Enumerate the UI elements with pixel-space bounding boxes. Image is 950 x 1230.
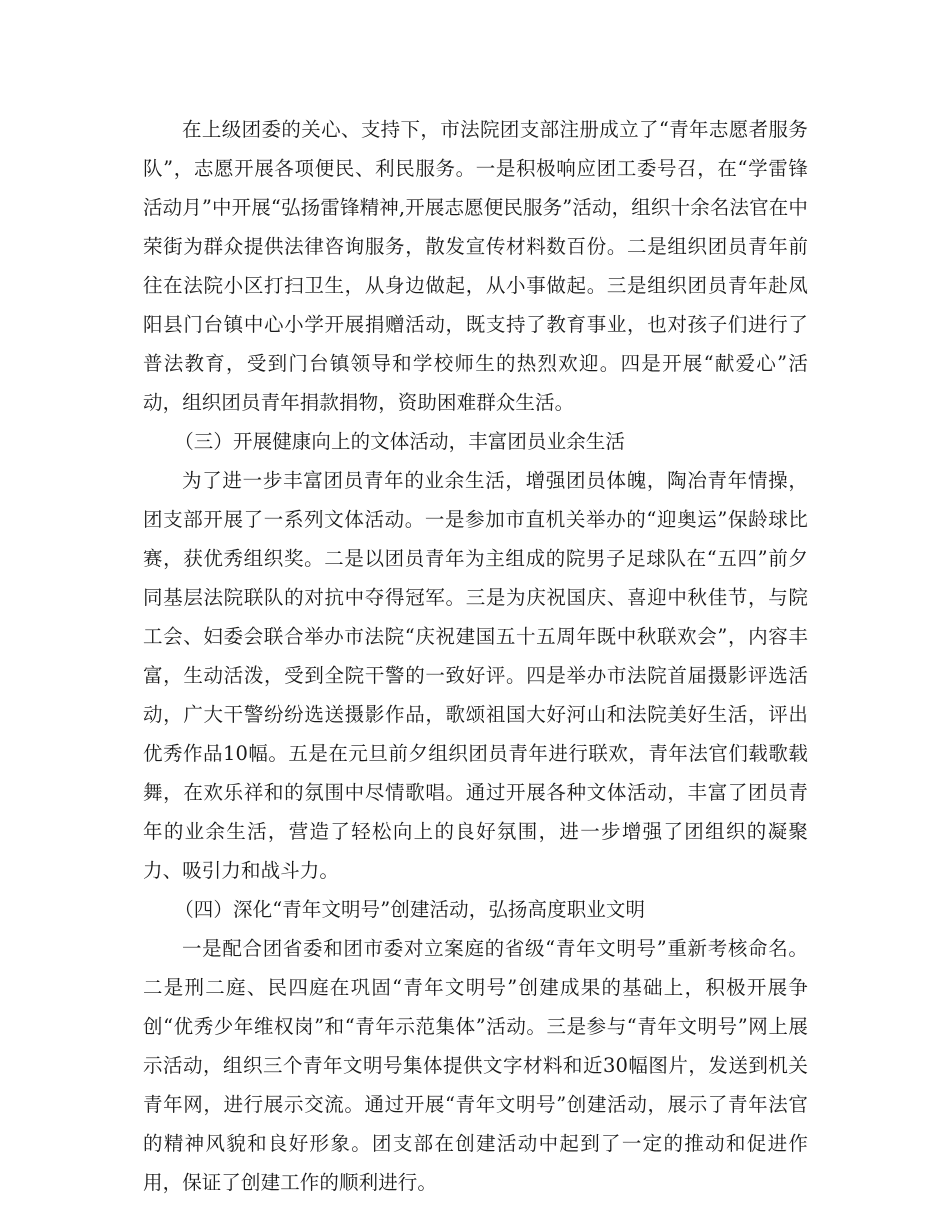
paragraph-youth-civilization: 一是配合团省委和团市委对立案庭的省级“青年文明号”重新考核命名。二是刑二庭、民四庭在巩固“青年文明号”创建成果的基础上，积极开展争创“优秀少年维权岗”和“青年示范集体”活动。三是参与“青年文明号”网上展示活动，组织三个青年文明号集体提供文字材料和近30幅图片，发送到机关青年网，进行展示交流。通过开展“青年文明号”创建活动，展示了青年法官的精神风貌和良好形象。团支部在创建活动中起到了一定的推动和促进作用，保证了创建工作的顺利进行。 bbox=[143, 937, 808, 1194]
paragraph-volunteer-service: 在上级团委的关心、支持下，市法院团支部注册成立了“青年志愿者服务队”，志愿开展各项便民、利民服务。一是积极响应团工委号召，在“学雷锋活动月”中开展“弘扬雷锋精神,开展志愿便民服务”活动，组织十余名法官在中荣街为群众提供法律咨询服务，散发宣传材料数百份。二是组织团员青年前往在法院小区打扫卫生，从身边做起，从小事做起。三是组织团员青年赴凤阳县门台镇中心小学开展捐赠活动，既支持了教育事业，也对孩子们进行了普法教育，受到门台镇领导和学校师生的热烈欢迎。四是开展“献爱心”活动，组织团员青年捐款捐物，资助困难群众生活。 bbox=[143, 118, 808, 414]
paragraph-cultural-activities: 为了进一步丰富团员青年的业余生活，增强团员体魄，陶冶青年情操，团支部开展了一系列文体活动。一是参加市直机关举办的“迎奥运”保龄球比赛，获优秀组织奖。二是以团员青年为主组成的院男子足球队在“五四”前夕同基层法院联队的对抗中夺得冠军。三是为庆祝国庆、喜迎中秋佳节，与院工会、妇委会联合举办市法院“庆祝建国五十五周年既中秋联欢会”，内容丰富，生动活泼，受到全院干警的一致好评。四是举办市法院首届摄影评选活动，广大干警纷纷选送摄影作品，歌颂祖国大好河山和法院美好生活，评出优秀作品10幅。五是在元旦前夕组织团员青年进行联欢，青年法官们载歌载舞，在欢乐祥和的氛围中尽情歌唱。通过开展各种文体活动，丰富了团员青年的业余生活，营造了轻松向上的良好氛围，进一步增强了团组织的凝聚力、吸引力和战斗力。 bbox=[143, 469, 808, 882]
section-heading-3: （三）开展健康向上的文体活动，丰富团员业余生活 bbox=[174, 430, 625, 453]
document-body bbox=[143, 110, 808, 1202]
section-heading-4: （四）深化“青年文明号”创建活动，弘扬高度职业文明 bbox=[174, 898, 646, 921]
